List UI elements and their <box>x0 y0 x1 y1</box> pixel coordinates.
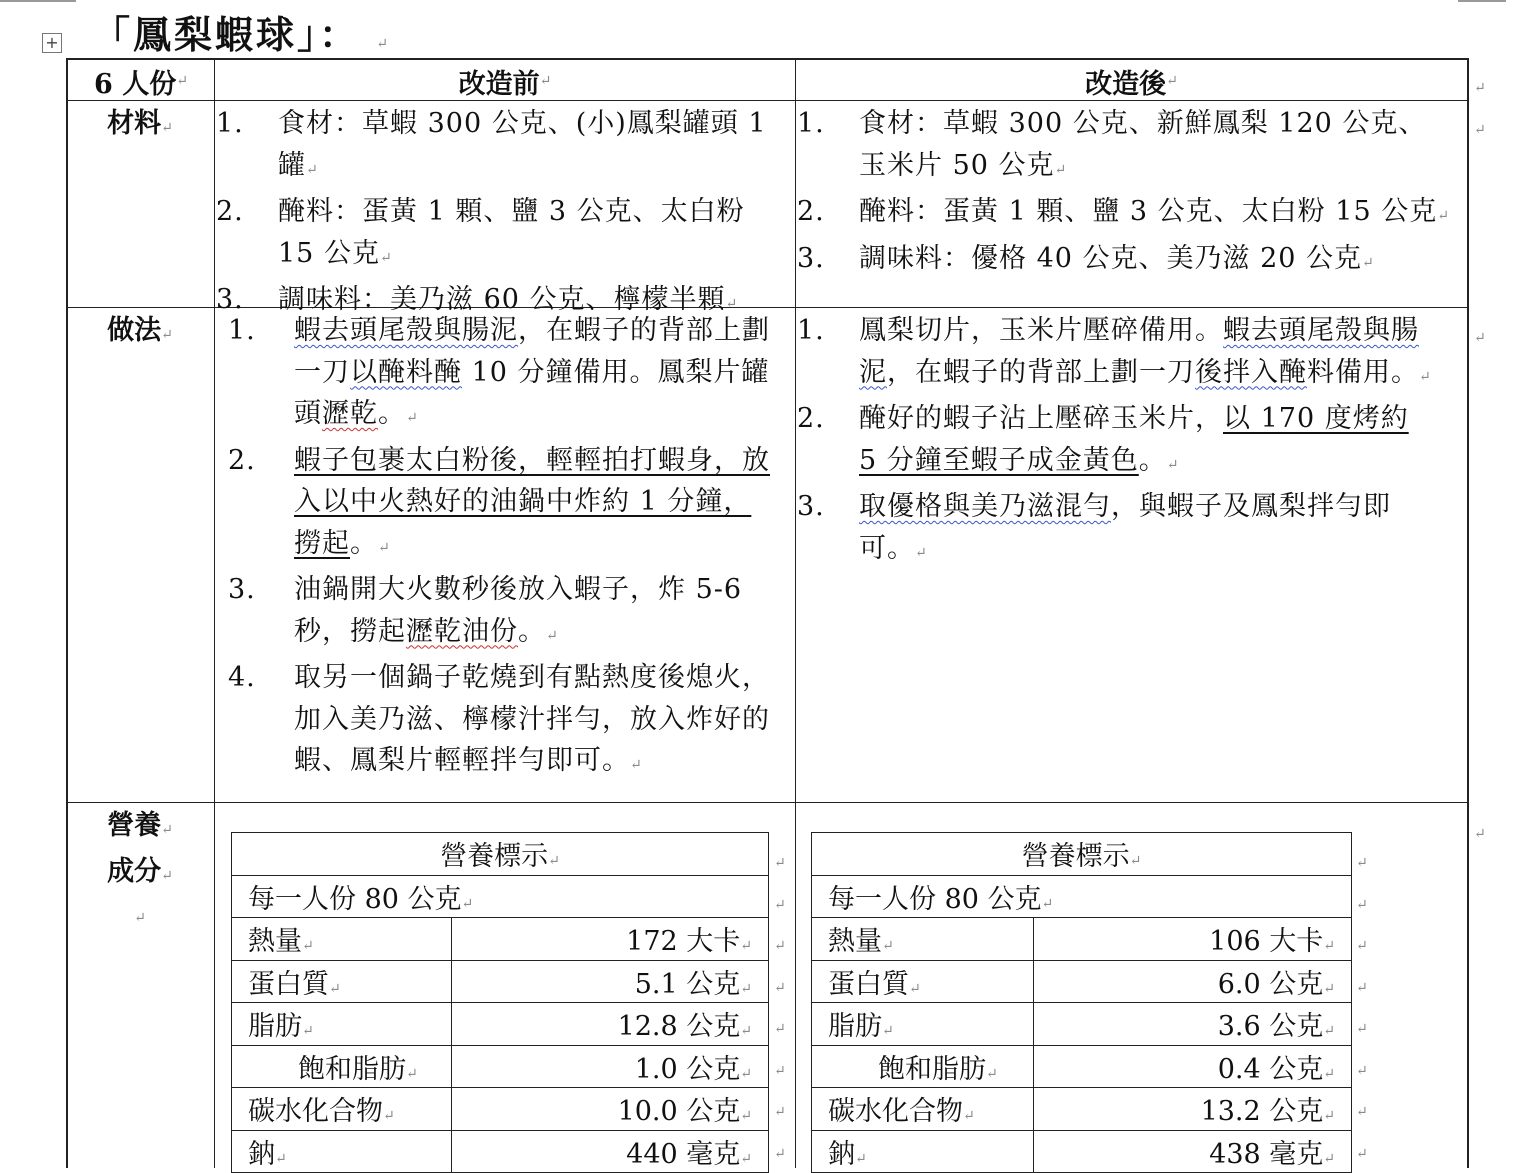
after-steps-list <box>797 310 1432 574</box>
row-end-mark: ↵ <box>774 980 786 996</box>
table-border-left <box>66 58 68 1168</box>
row-end-mark: ↵ <box>774 938 786 954</box>
table-row: 蛋白質↵ 5.1 公克↵ <box>232 960 769 1003</box>
table-row: 蛋白質↵ 6.0 公克↵ <box>812 960 1352 1003</box>
row-end-mark: ↵ <box>1356 1063 1368 1079</box>
after-ingredients-list <box>797 103 1452 284</box>
table-row: 碳水化合物↵ 10.0 公克↵ <box>232 1088 769 1131</box>
list-item: 2. 醃料：蛋黃 1 顆、鹽 3 公克、太白粉 15 公克↵ <box>216 196 745 269</box>
row-label-nutrition: 營養↵ 成分↵ ↵ <box>107 810 173 926</box>
list-item: 2. 醃好的蝦子沾上壓碎玉米片，以 170 度烤約 5 分鐘至蝦子成金黃色。↵ <box>797 403 1409 476</box>
row-end-mark: ↵ <box>774 855 786 871</box>
row-end-mark: ↵ <box>774 897 786 913</box>
row-end-mark: ↵ <box>774 1063 786 1079</box>
list-item: 3. 調味料：優格 40 公克、美乃滋 20 公克↵ <box>797 242 1375 274</box>
table-row: 鈉↵ 438 毫克↵ <box>812 1130 1352 1173</box>
table-row: 鈉↵ 440 毫克↵ <box>232 1130 769 1173</box>
list-item: 1. 蝦去頭尾殼與腸泥，在蝦子的背部上劃一刀以醃料醃 10 分鐘備用。鳳梨片罐頭瀝乾。↵ <box>228 315 770 429</box>
after-nutrition-table <box>811 832 1352 1173</box>
nutrition-title: 營養標示↵ <box>232 833 769 876</box>
row-end-mark: ↵ <box>1474 80 1486 96</box>
table-row: 熱量↵ 106 大卡↵ <box>812 918 1352 961</box>
row-end-mark: ↵ <box>774 1146 786 1162</box>
table-row: 飽和脂肪↵ 0.4 公克↵ <box>812 1045 1352 1088</box>
list-item: 2. 蝦子包裹太白粉後，輕輕拍打蝦身，放入以中火熱好的油鍋中炸約 1 分鐘，撈起。↵ <box>228 444 770 559</box>
page-title: 「鳳梨蝦球」： ↵ <box>92 12 391 57</box>
table-row: 脂肪↵ 12.8 公克↵ <box>232 1003 769 1046</box>
before-ingredients-list <box>216 103 776 326</box>
row-label-method: 做法↵ <box>107 315 173 346</box>
row-end-mark: ↵ <box>1356 897 1368 913</box>
row-end-mark: ↵ <box>1356 1104 1368 1120</box>
row-end-mark: ↵ <box>1474 826 1486 842</box>
table-row-divider-method <box>66 802 1469 803</box>
before-steps-list <box>228 310 773 787</box>
table-col-divider-2 <box>795 58 796 1168</box>
table-move-handle[interactable]: + <box>42 33 62 53</box>
nutrition-serving: 每一人份 80 公克↵ <box>232 875 769 918</box>
table-row-divider-header <box>66 100 1469 101</box>
table-row: 碳水化合物↵ 13.2 公克↵ <box>812 1088 1352 1131</box>
list-item: 1. 鳳梨切片，玉米片壓碎備用。蝦去頭尾殼與腸泥，在蝦子的背部上劃一刀後拌入醃料備用。↵ <box>797 315 1432 388</box>
row-end-mark: ↵ <box>1356 1021 1368 1037</box>
nutrition-serving: 每一人份 80 公克↵ <box>812 875 1352 918</box>
before-nutrition-table <box>231 832 769 1173</box>
row-end-mark: ↵ <box>1474 330 1486 346</box>
page-corner-left <box>0 0 76 2</box>
table-border-top <box>66 58 1469 60</box>
table-col-divider-1 <box>214 58 215 1168</box>
row-end-mark: ↵ <box>774 1104 786 1120</box>
list-item: 3. 取優格與美乃滋混勻，與蝦子及鳳梨拌勻即可。↵ <box>797 491 1391 564</box>
table-border-right <box>1467 58 1469 1168</box>
row-end-mark: ↵ <box>1356 980 1368 996</box>
row-label-ingredients: 材料↵ <box>107 108 173 139</box>
list-item: 4. 取另一個鍋子乾燒到有點熱度後熄火，加入美乃滋、檸檬汁拌勻，放入炸好的蝦、鳳梨片輕輕拌勻即可。↵ <box>228 662 770 776</box>
list-item: 1. 食材：草蝦 300 公克、新鮮鳳梨 120 公克、玉米片 50 公克↵ <box>797 108 1427 181</box>
row-end-mark: ↵ <box>774 1021 786 1037</box>
table-row: 飽和脂肪↵ 1.0 公克↵ <box>232 1045 769 1088</box>
row-end-mark: ↵ <box>1474 122 1486 138</box>
page-corner-right <box>1458 0 1506 2</box>
row-end-mark: ↵ <box>1356 938 1368 954</box>
header-before: 改造前 ↵ <box>458 68 552 100</box>
list-item: 2. 醃料：蛋黃 1 顆、鹽 3 公克、太白粉 15 公克↵ <box>797 196 1450 227</box>
table-row: 脂肪↵ 3.6 公克↵ <box>812 1003 1352 1046</box>
header-servings: 6 人份 ↵ <box>94 68 188 100</box>
row-end-mark: ↵ <box>1356 1146 1368 1162</box>
list-item: 3. 調味料：美乃滋 60 公克、檸檬半顆↵ <box>216 284 739 315</box>
header-after: 改造後 ↵ <box>1085 68 1178 100</box>
list-item: 3. 油鍋開大火數秒後放入蝦子，炸 5-6 秒，撈起瀝乾油份。↵ <box>228 574 743 647</box>
table-row: 熱量↵ 172 大卡↵ <box>232 918 769 961</box>
row-end-mark: ↵ <box>1356 855 1368 871</box>
nutrition-title: 營養標示↵ <box>812 833 1352 876</box>
list-item: 1. 食材：草蝦 300 公克、(小)鳳梨罐頭 1 罐↵ <box>216 108 767 181</box>
